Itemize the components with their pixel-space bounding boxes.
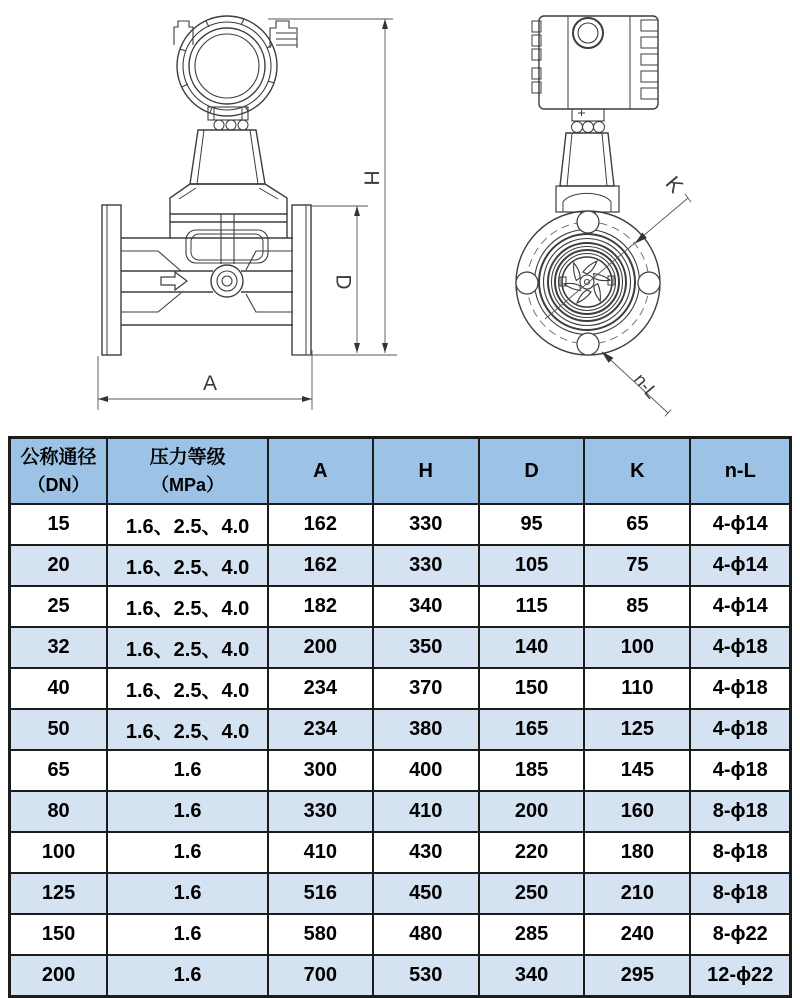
cell-k: 100: [584, 627, 690, 668]
cell-h: 340: [373, 586, 479, 627]
cell-pressure: 1.6: [107, 873, 268, 914]
cell-pressure: 1.6、2.5、4.0: [107, 709, 268, 750]
cell-a: 580: [268, 914, 373, 955]
cell-pressure: 1.6: [107, 832, 268, 873]
cell-d: 185: [479, 750, 584, 791]
table-container: [8, 436, 792, 998]
cell-k: 145: [584, 750, 690, 791]
cable-gland: [270, 21, 297, 48]
cell-k: 240: [584, 914, 690, 955]
header-H: H: [373, 438, 479, 505]
cell-k: 75: [584, 545, 690, 586]
cell-d: 165: [479, 709, 584, 750]
cell-k: 295: [584, 955, 690, 997]
cell-pressure: 1.6: [107, 791, 268, 832]
cell-pressure: 1.6、2.5、4.0: [107, 668, 268, 709]
header-A: A: [268, 438, 373, 505]
cell-d: 220: [479, 832, 584, 873]
header-dn: [10, 438, 108, 505]
cell-dn: 65: [10, 750, 108, 791]
cell-d: 150: [479, 668, 584, 709]
header-row: [10, 438, 791, 505]
header-pressure: [107, 438, 268, 505]
cell-a: 330: [268, 791, 373, 832]
cell-pressure: 1.6、2.5、4.0: [107, 586, 268, 627]
cell-h: 450: [373, 873, 479, 914]
cell-k: 125: [584, 709, 690, 750]
cell-dn: 50: [10, 709, 108, 750]
cell-d: 200: [479, 791, 584, 832]
cell-a: 182: [268, 586, 373, 627]
table-row: [10, 750, 791, 791]
table-row: [10, 832, 791, 873]
cell-dn: 25: [10, 586, 108, 627]
dim-label-H: H: [359, 170, 383, 186]
table-row: [10, 709, 791, 750]
cell-h: 330: [373, 545, 479, 586]
cell-d: 95: [479, 504, 584, 545]
header-nL: n-L: [690, 438, 790, 505]
cell-dn: 32: [10, 627, 108, 668]
cell-d: 285: [479, 914, 584, 955]
cell-a: 300: [268, 750, 373, 791]
dim-label-D: D: [331, 274, 355, 290]
header-pressure-line1: 压力等级: [149, 447, 226, 469]
dimension-H: [268, 19, 397, 355]
cell-d: 340: [479, 955, 584, 997]
cell-pressure: 1.6: [107, 955, 268, 997]
cell-dn: 20: [10, 545, 108, 586]
header-D: D: [479, 438, 584, 505]
cell-pressure: 1.6: [107, 914, 268, 955]
cell-a: 516: [268, 873, 373, 914]
cell-pressure: 1.6、2.5、4.0: [107, 504, 268, 545]
header-pressure-line2: （MPa）: [151, 474, 225, 495]
cell-pressure: 1.6、2.5、4.0: [107, 545, 268, 586]
cell-nl: 12-ϕ22: [690, 955, 790, 997]
cell-dn: 15: [10, 504, 108, 545]
table-row: [10, 914, 791, 955]
cell-h: 350: [373, 627, 479, 668]
cell-k: 210: [584, 873, 690, 914]
cell-h: 430: [373, 832, 479, 873]
dim-label-nL: n-L: [629, 369, 663, 403]
cell-h: 380: [373, 709, 479, 750]
cell-a: 234: [268, 709, 373, 750]
cell-k: 85: [584, 586, 690, 627]
cell-a: 162: [268, 545, 373, 586]
cell-dn: 40: [10, 668, 108, 709]
cell-a: 410: [268, 832, 373, 873]
cell-k: 180: [584, 832, 690, 873]
cell-h: 410: [373, 791, 479, 832]
cell-h: 400: [373, 750, 479, 791]
cell-nl: 4-ϕ14: [690, 586, 790, 627]
cell-k: 110: [584, 668, 690, 709]
cell-h: 370: [373, 668, 479, 709]
cell-nl: 4-ϕ14: [690, 504, 790, 545]
dim-label-K: K: [660, 172, 688, 198]
table-row: [10, 545, 791, 586]
cell-h: 480: [373, 914, 479, 955]
cell-h: 330: [373, 504, 479, 545]
cell-dn: 80: [10, 791, 108, 832]
flowmeter-drawing-svg: [0, 0, 800, 436]
table-row: [10, 791, 791, 832]
table-row: [10, 627, 791, 668]
cell-a: 162: [268, 504, 373, 545]
cell-nl: 4-ϕ18: [690, 668, 790, 709]
cell-nl: 8-ϕ18: [690, 791, 790, 832]
cell-d: 140: [479, 627, 584, 668]
dim-label-A: A: [202, 372, 218, 395]
table-row: [10, 955, 791, 997]
cell-a: 200: [268, 627, 373, 668]
table-row: [10, 668, 791, 709]
cell-nl: 8-ϕ22: [690, 914, 790, 955]
table-row: [10, 586, 791, 627]
cell-h: 530: [373, 955, 479, 997]
cell-pressure: 1.6: [107, 750, 268, 791]
cell-d: 115: [479, 586, 584, 627]
cell-nl: 4-ϕ18: [690, 709, 790, 750]
cell-nl: 4-ϕ14: [690, 545, 790, 586]
cell-pressure: 1.6、2.5、4.0: [107, 627, 268, 668]
cell-k: 65: [584, 504, 690, 545]
table-row: [10, 504, 791, 545]
cell-nl: 4-ϕ18: [690, 627, 790, 668]
cell-dn: 200: [10, 955, 108, 997]
cell-nl: 4-ϕ18: [690, 750, 790, 791]
cell-dn: 100: [10, 832, 108, 873]
table-header: [10, 438, 791, 505]
cell-a: 234: [268, 668, 373, 709]
cell-nl: 8-ϕ18: [690, 832, 790, 873]
cell-dn: 150: [10, 914, 108, 955]
cell-nl: 8-ϕ18: [690, 873, 790, 914]
technical-drawing: [0, 0, 800, 436]
side-view-drawing: [516, 16, 660, 355]
cell-k: 160: [584, 791, 690, 832]
header-dn-line1: 公称通径: [20, 447, 97, 469]
table-row: [10, 873, 791, 914]
cell-d: 105: [479, 545, 584, 586]
front-view-drawing: [102, 16, 311, 355]
header-K: K: [584, 438, 690, 505]
table-body: [10, 504, 791, 997]
header-dn-line2: （DN）: [27, 474, 90, 495]
cell-dn: 125: [10, 873, 108, 914]
dimension-table: [8, 436, 792, 998]
flow-direction-arrow: [161, 272, 187, 290]
cell-a: 700: [268, 955, 373, 997]
cell-d: 250: [479, 873, 584, 914]
